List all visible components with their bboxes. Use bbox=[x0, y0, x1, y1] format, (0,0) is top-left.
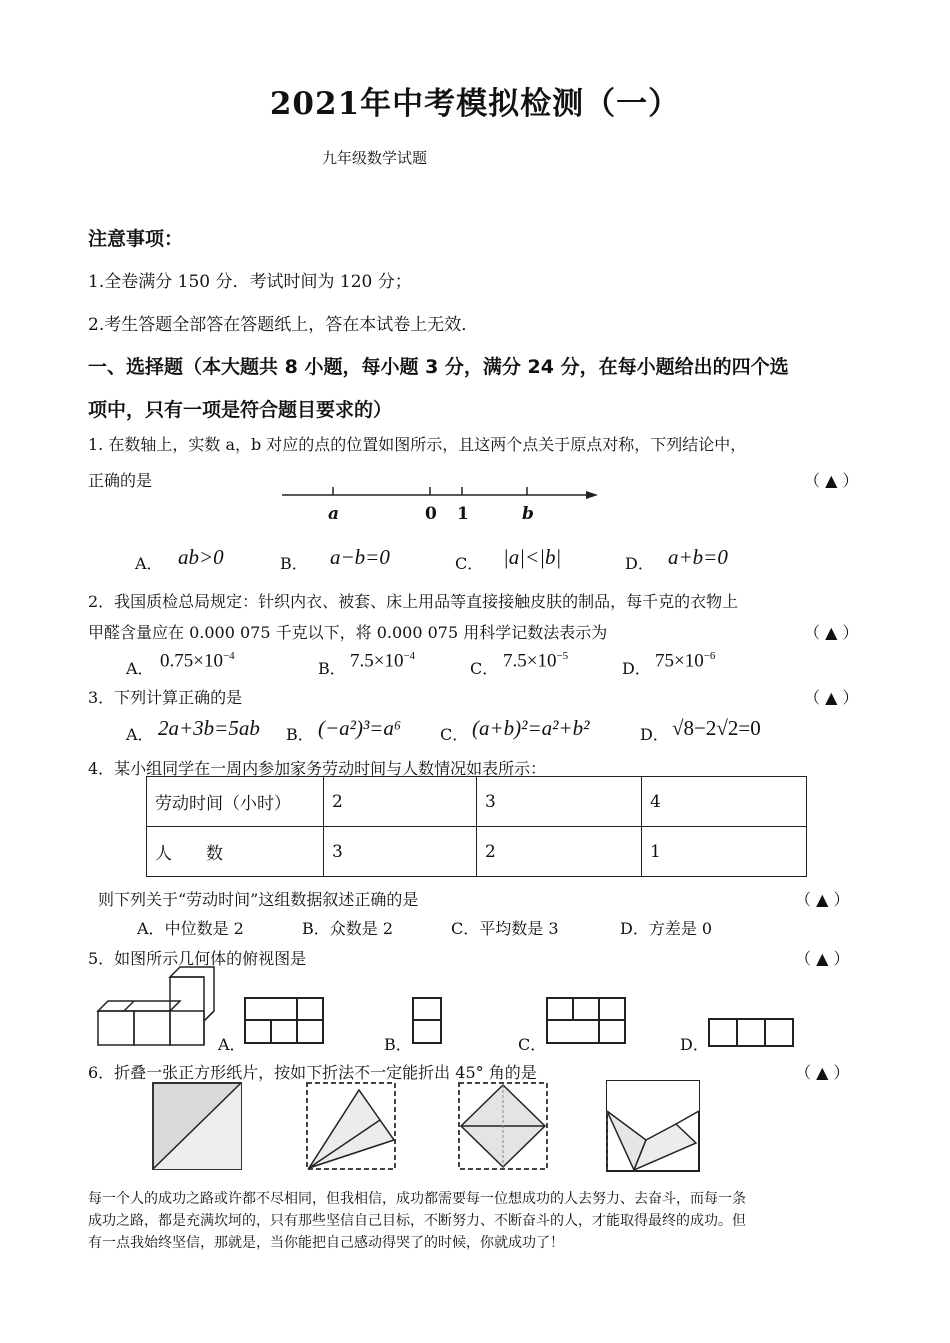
q5-option-d-figure bbox=[706, 1017, 798, 1049]
q4-option-a: A．中位数是 2 bbox=[137, 919, 244, 938]
notes-heading: 注意事项： bbox=[88, 228, 184, 250]
number-line-label-b: b bbox=[522, 504, 534, 524]
q3-option-d-expr: √8−2√2=0 bbox=[672, 716, 761, 740]
table-cell: 1 bbox=[642, 827, 807, 877]
q4-option-b: B．众数是 2 bbox=[302, 919, 394, 938]
q2-option-a-label: A． bbox=[126, 659, 154, 678]
table-cell: 2 bbox=[324, 777, 477, 827]
q2-option-b-label: B． bbox=[318, 659, 346, 678]
number-line-label-1: 1 bbox=[457, 504, 469, 524]
q2-stem-line1: 2．我国质检总局规定：针织内衣、被套、床上用品等直接接触皮肤的制品，每千克的衣物上 bbox=[88, 592, 739, 611]
q3-option-b-expr: (−a²)³=a⁶ bbox=[318, 716, 402, 740]
q2-option-d-expr: $75\times 10^{-6}$ bbox=[655, 650, 716, 672]
q2-option-c-label: C． bbox=[470, 659, 499, 678]
q1-answer-mark: （ ▲ ） bbox=[804, 471, 859, 490]
table-row bbox=[147, 827, 807, 877]
q2-option-a-expr: $0.75\times 10^{-4}$ bbox=[160, 650, 235, 672]
q3-option-c-expr: (a+b)²=a²+b² bbox=[472, 716, 590, 740]
q1-option-d-label: D． bbox=[625, 554, 654, 573]
q4-option-c: C．平均数是 3 bbox=[451, 919, 559, 938]
q2-stem-line2: 甲醛含量应在 0.000 075 千克以下，将 0.000 075 用科学记数法表示为 bbox=[88, 623, 608, 642]
q5-answer-mark: （ ▲ ） bbox=[795, 949, 850, 968]
q4-option-d: D．方差是 0 bbox=[620, 919, 713, 938]
q3-answer-mark: （ ▲ ） bbox=[804, 688, 859, 707]
q1-option-b-expr: a−b=0 bbox=[330, 545, 390, 569]
number-line-label-0: 0 bbox=[425, 504, 437, 524]
q2-option-c-expr: $7.5\times 10^{-5}$ bbox=[503, 650, 569, 672]
footer-quote-line2: 成功之路，都是充满坎坷的，只有那些坚信自己目标，不断努力、不断奋斗的人，才能取得最终的成功。但 bbox=[88, 1213, 746, 1229]
q3-option-a-label: A． bbox=[126, 725, 154, 744]
q4-stem: 4．某小组同学在一周内参加家务劳动时间与人数情况如表所示： bbox=[88, 759, 547, 778]
q1-option-a-expr: ab>0 bbox=[178, 545, 224, 569]
q6-fold-figure-4 bbox=[604, 1078, 702, 1174]
q5-option-c-figure bbox=[544, 996, 628, 1046]
q4-stem-line2: 则下列关于“劳动时间”这组数据叙述正确的是 bbox=[98, 890, 419, 909]
section-heading-line1: 一、选择题（本大题共 8 小题，每小题 3 分，满分 24 分，在每小题给出的四个选 bbox=[88, 356, 789, 378]
q2-option-b-expr: $7.5\times 10^{-4}$ bbox=[350, 650, 416, 672]
q3-option-b-label: B． bbox=[286, 725, 314, 744]
q2-option-d-label: D． bbox=[622, 659, 651, 678]
exam-title: 2021年中考模拟检测（一） bbox=[269, 86, 681, 122]
q1-option-d-expr: a+b=0 bbox=[668, 545, 728, 569]
q2-answer-mark: （ ▲ ） bbox=[804, 623, 859, 642]
exam-subtitle: 九年级数学试题 bbox=[322, 149, 428, 167]
table-cell: 3 bbox=[324, 827, 477, 877]
table-cell: 4 bbox=[642, 777, 807, 827]
q5-option-d-label: D． bbox=[680, 1035, 709, 1054]
q6-stem: 6．折叠一张正方形纸片，按如下折法不一定能折出 45° 角的是 bbox=[88, 1063, 537, 1082]
notes-item-1: 1.全卷满分 150 分．考试时间为 120 分； bbox=[88, 272, 412, 292]
table-cell: 3 bbox=[477, 777, 642, 827]
section-heading-line2: 项中，只有一项是符合题目要求的） bbox=[88, 399, 393, 421]
q5-option-a-label: A． bbox=[218, 1035, 246, 1054]
q6-fold-figure-3 bbox=[456, 1080, 552, 1172]
notes-item-2: 2.考生答题全部答在答题纸上，答在本试卷上无效． bbox=[88, 315, 479, 335]
q5-geometric-solid-figure bbox=[96, 966, 218, 1048]
q1-stem-line2: 正确的是 bbox=[88, 471, 153, 490]
table-cell: 人 数 bbox=[147, 827, 324, 877]
q5-option-a-figure bbox=[242, 996, 326, 1046]
q3-option-d-label: D． bbox=[640, 725, 669, 744]
q6-fold-figure-1 bbox=[150, 1080, 246, 1172]
q3-option-c-label: C． bbox=[440, 725, 469, 744]
q1-stem-line1: 1. 在数轴上，实数 a，b 对应的点的位置如图所示，且这两个点关于原点对称，下列结论中， bbox=[88, 435, 747, 454]
labor-time-table bbox=[146, 776, 807, 877]
table-cell: 劳动时间（小时） bbox=[147, 777, 324, 827]
q1-option-b-label: B． bbox=[280, 554, 308, 573]
q5-option-b-figure bbox=[410, 996, 444, 1046]
q4-answer-mark: （ ▲ ） bbox=[795, 890, 850, 909]
q1-option-c-label: C． bbox=[455, 554, 484, 573]
q1-option-a-label: A． bbox=[135, 554, 163, 573]
q5-stem: 5．如图所示几何体的俯视图是 bbox=[88, 949, 307, 968]
q6-fold-figure-2 bbox=[304, 1080, 400, 1172]
footer-quote-line3: 有一点我始终坚信，那就是，当你能把自己感动得哭了的时候，你就成功了！ bbox=[88, 1235, 564, 1251]
number-line-label-a: a bbox=[328, 504, 340, 524]
q5-option-c-label: C． bbox=[518, 1035, 547, 1054]
q3-stem: 3．下列计算正确的是 bbox=[88, 688, 243, 707]
table-row bbox=[147, 777, 807, 827]
q3-option-a-expr: 2a+3b=5ab bbox=[158, 716, 260, 740]
q1-option-c-expr: |a|<|b| bbox=[503, 545, 562, 569]
q6-answer-mark: （ ▲ ） bbox=[795, 1063, 850, 1082]
table-cell: 2 bbox=[477, 827, 642, 877]
footer-quote-line1: 每一个人的成功之路或许都不尽相同，但我相信，成功都需要每一位想成功的人去努力、去奋斗，而每一条 bbox=[88, 1191, 746, 1207]
q5-option-b-label: B． bbox=[384, 1035, 412, 1054]
